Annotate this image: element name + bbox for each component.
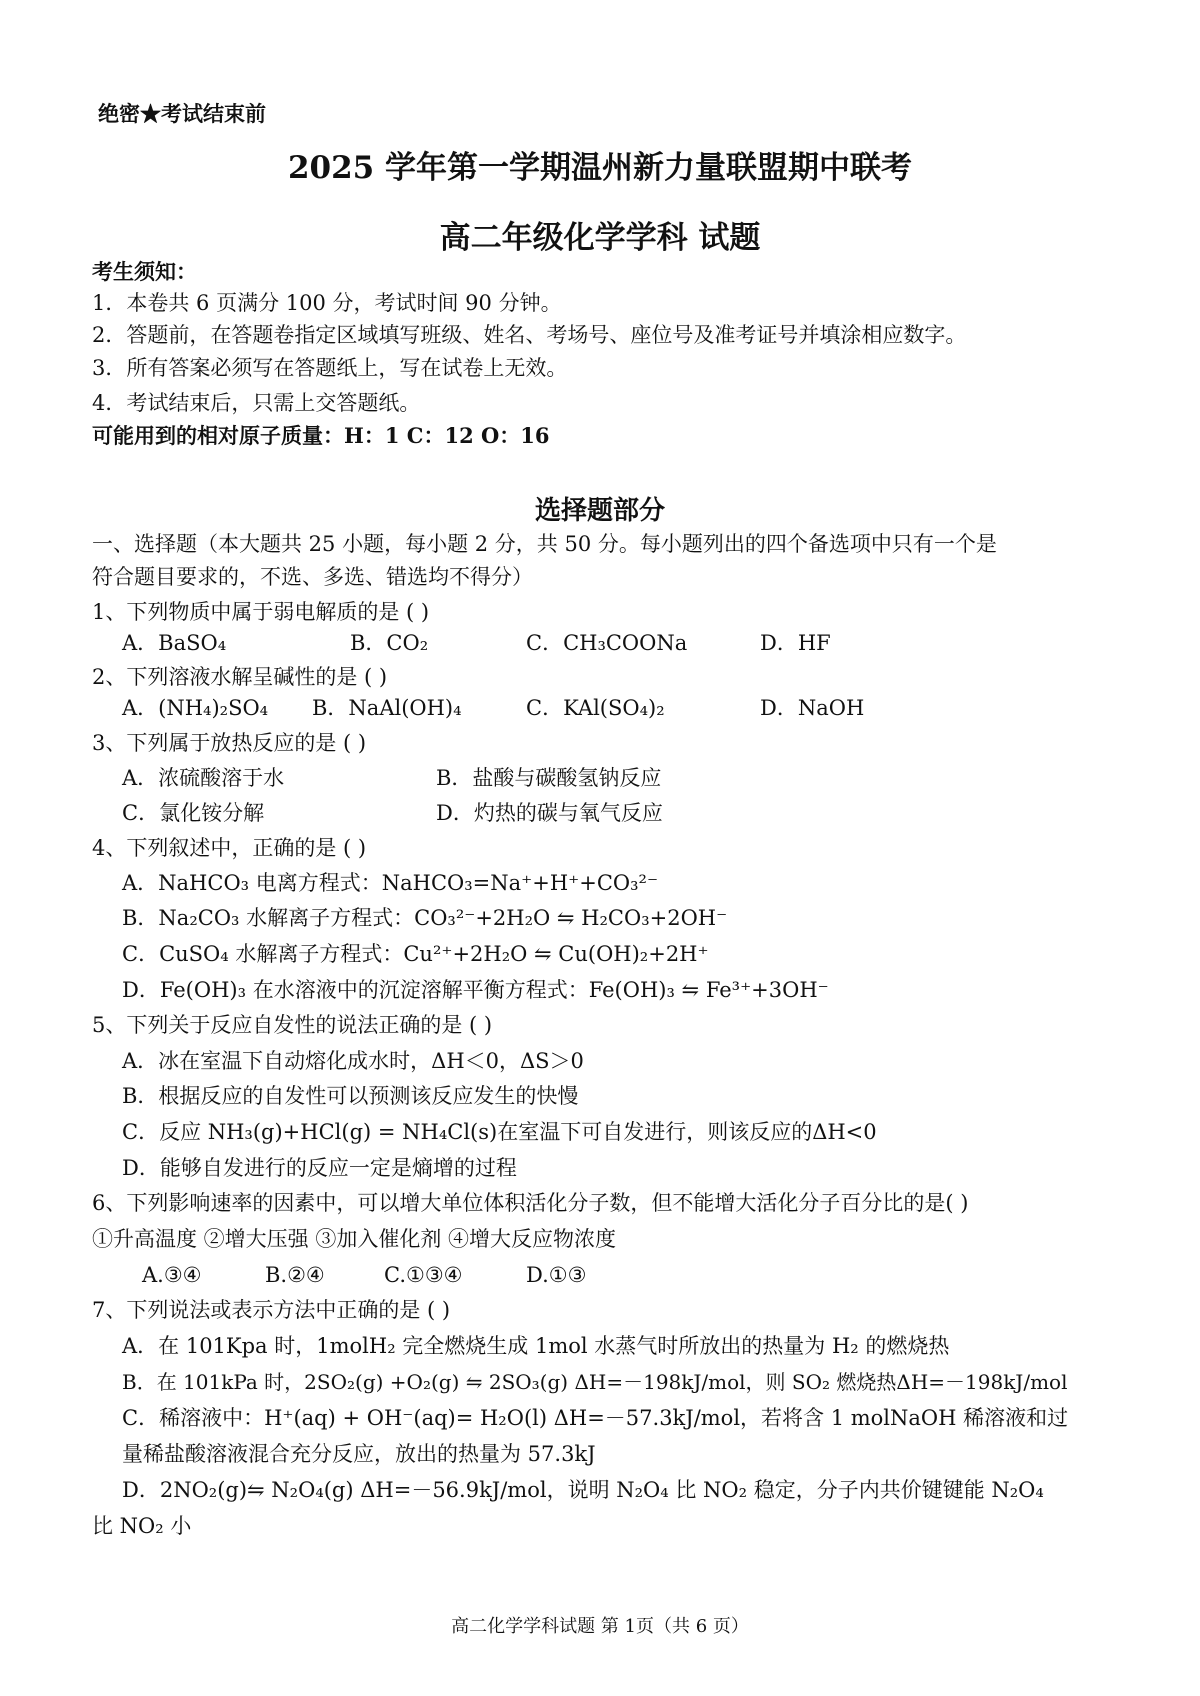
- question-7-option-d-cont: 比 NO₂ 小: [92, 1514, 192, 1538]
- question-6-option-b: B.②④: [265, 1263, 325, 1287]
- exam-title: 2025 学年第一学期温州新力量联盟期中联考: [287, 150, 913, 186]
- question-1-stem: 1、下列物质中属于弱电解质的是 ( ): [92, 600, 430, 624]
- question-2-option-b: B．NaAl(OH)₄: [312, 696, 462, 720]
- notice-item: 2．答题前，在答题卷指定区域填写班级、姓名、考场号、座位号及准考证号并填涂相应数字。: [92, 323, 967, 347]
- question-5-option-c: C．反应 NH₃(g)+HCl(g) = NH₄Cl(s)在室温下可自发进行，则该反应的ΔH<0: [122, 1120, 877, 1144]
- exam-subtitle: 高二年级化学学科 试题: [439, 220, 761, 256]
- notice-item: 3．所有答案必须写在答题纸上，写在试卷上无效。: [92, 356, 568, 380]
- question-7-option-a: A．在 101Kpa 时，1molH₂ 完全燃烧生成 1mol 水蒸气时所放出的热量为 H₂ 的燃烧热: [122, 1334, 950, 1358]
- section-intro: 一、选择题（本大题共 25 小题，每小题 2 分，共 50 分。每小题列出的四个备选项中只有一个是: [92, 532, 997, 556]
- question-3-option-b: B．盐酸与碳酸氢钠反应: [436, 766, 662, 790]
- question-5-option-d: D．能够自发进行的反应一定是熵增的过程: [122, 1156, 517, 1180]
- question-6-option-a: A.③④: [142, 1263, 202, 1287]
- question-4-option-b: B．Na₂CO₃ 水解离子方程式：CO₃²⁻+2H₂O ⇋ H₂CO₃+2OH⁻: [122, 906, 728, 930]
- question-7-option-d: D．2NO₂(g)⇋ N₂O₄(g) ΔH=－56.9kJ/mol，说明 N₂O₄ 比 NO₂ 稳定，分子内共价键键能 N₂O₄: [122, 1478, 1044, 1502]
- notice-item: 1．本卷共 6 页满分 100 分，考试时间 90 分钟。: [92, 291, 562, 315]
- question-7-option-c-cont: 量稀盐酸溶液混合充分反应，放出的热量为 57.3kJ: [122, 1442, 596, 1466]
- question-2-stem: 2、下列溶液水解呈碱性的是 ( ): [92, 665, 388, 689]
- atomic-mass-note: 可能用到的相对原子质量：H：1 C：12 O：16: [92, 423, 550, 448]
- question-3-option-a: A．浓硫酸溶于水: [122, 766, 285, 790]
- question-7-option-c: C．稀溶液中：H⁺(aq) + OH⁻(aq)= H₂O(l) ΔH=－57.3kJ/mol，若将含 1 molNaOH 稀溶液和过: [122, 1406, 1069, 1430]
- question-5-option-a: A．冰在室温下自动熔化成水时，ΔH＜0，ΔS＞0: [122, 1049, 584, 1073]
- question-4-option-a: A．NaHCO₃ 电离方程式：NaHCO₃=Na⁺+H⁺+CO₃²⁻: [122, 871, 659, 895]
- question-4-stem: 4、下列叙述中，正确的是 ( ): [92, 836, 367, 860]
- question-4-option-d: D．Fe(OH)₃ 在水溶液中的沉淀溶解平衡方程式：Fe(OH)₃ ⇋ Fe³⁺+3OH⁻: [122, 978, 829, 1002]
- question-6-factors: ①升高温度 ②增大压强 ③加入催化剂 ④增大反应物浓度: [92, 1227, 617, 1251]
- notice-item: 4．考试结束后，只需上交答题纸。: [92, 391, 421, 415]
- page-footer: 高二化学学科试题 第 1页（共 6 页）: [451, 1616, 749, 1637]
- question-4-option-c: C．CuSO₄ 水解离子方程式：Cu²⁺+2H₂O ⇋ Cu(OH)₂+2H⁺: [122, 942, 709, 966]
- question-7-option-b: B．在 101kPa 时，2SO₂(g) +O₂(g) ⇋ 2SO₃(g) ΔH=－198kJ/mol，则 SO₂ 燃烧热ΔH=－198kJ/mol: [122, 1370, 1068, 1394]
- question-6-option-d: D.①③: [526, 1263, 587, 1287]
- question-1-option-c: C．CH₃COONa: [526, 631, 688, 655]
- question-2-option-c: C．KAl(SO₄)₂: [526, 696, 665, 720]
- question-6-stem: 6、下列影响速率的因素中，可以增大单位体积活化分子数，但不能增大活化分子百分比的是( ): [92, 1191, 969, 1215]
- question-2-option-d: D．NaOH: [760, 696, 865, 720]
- question-6-option-c: C.①③④: [384, 1263, 463, 1287]
- question-1-option-d: D．HF: [760, 631, 831, 655]
- question-1-option-b: B．CO₂: [350, 631, 429, 655]
- question-5-stem: 5、下列关于反应自发性的说法正确的是 ( ): [92, 1013, 493, 1037]
- question-3-stem: 3、下列属于放热反应的是 ( ): [92, 731, 367, 755]
- question-1-option-a: A．BaSO₄: [122, 631, 227, 655]
- question-2-option-a: A．(NH₄)₂SO₄: [122, 696, 269, 720]
- question-7-stem: 7、下列说法或表示方法中正确的是 ( ): [92, 1298, 451, 1322]
- question-5-option-b: B．根据反应的自发性可以预测该反应发生的快慢: [122, 1084, 579, 1108]
- question-3-option-c: C．氯化铵分解: [122, 801, 265, 825]
- confidential-label: 绝密★考试结束前: [98, 101, 266, 126]
- section-title: 选择题部分: [534, 496, 665, 526]
- question-3-option-d: D．灼热的碳与氧气反应: [436, 801, 663, 825]
- notice-heading: 考生须知：: [92, 259, 197, 284]
- section-intro: 符合题目要求的，不选、多选、错选均不得分）: [92, 565, 533, 589]
